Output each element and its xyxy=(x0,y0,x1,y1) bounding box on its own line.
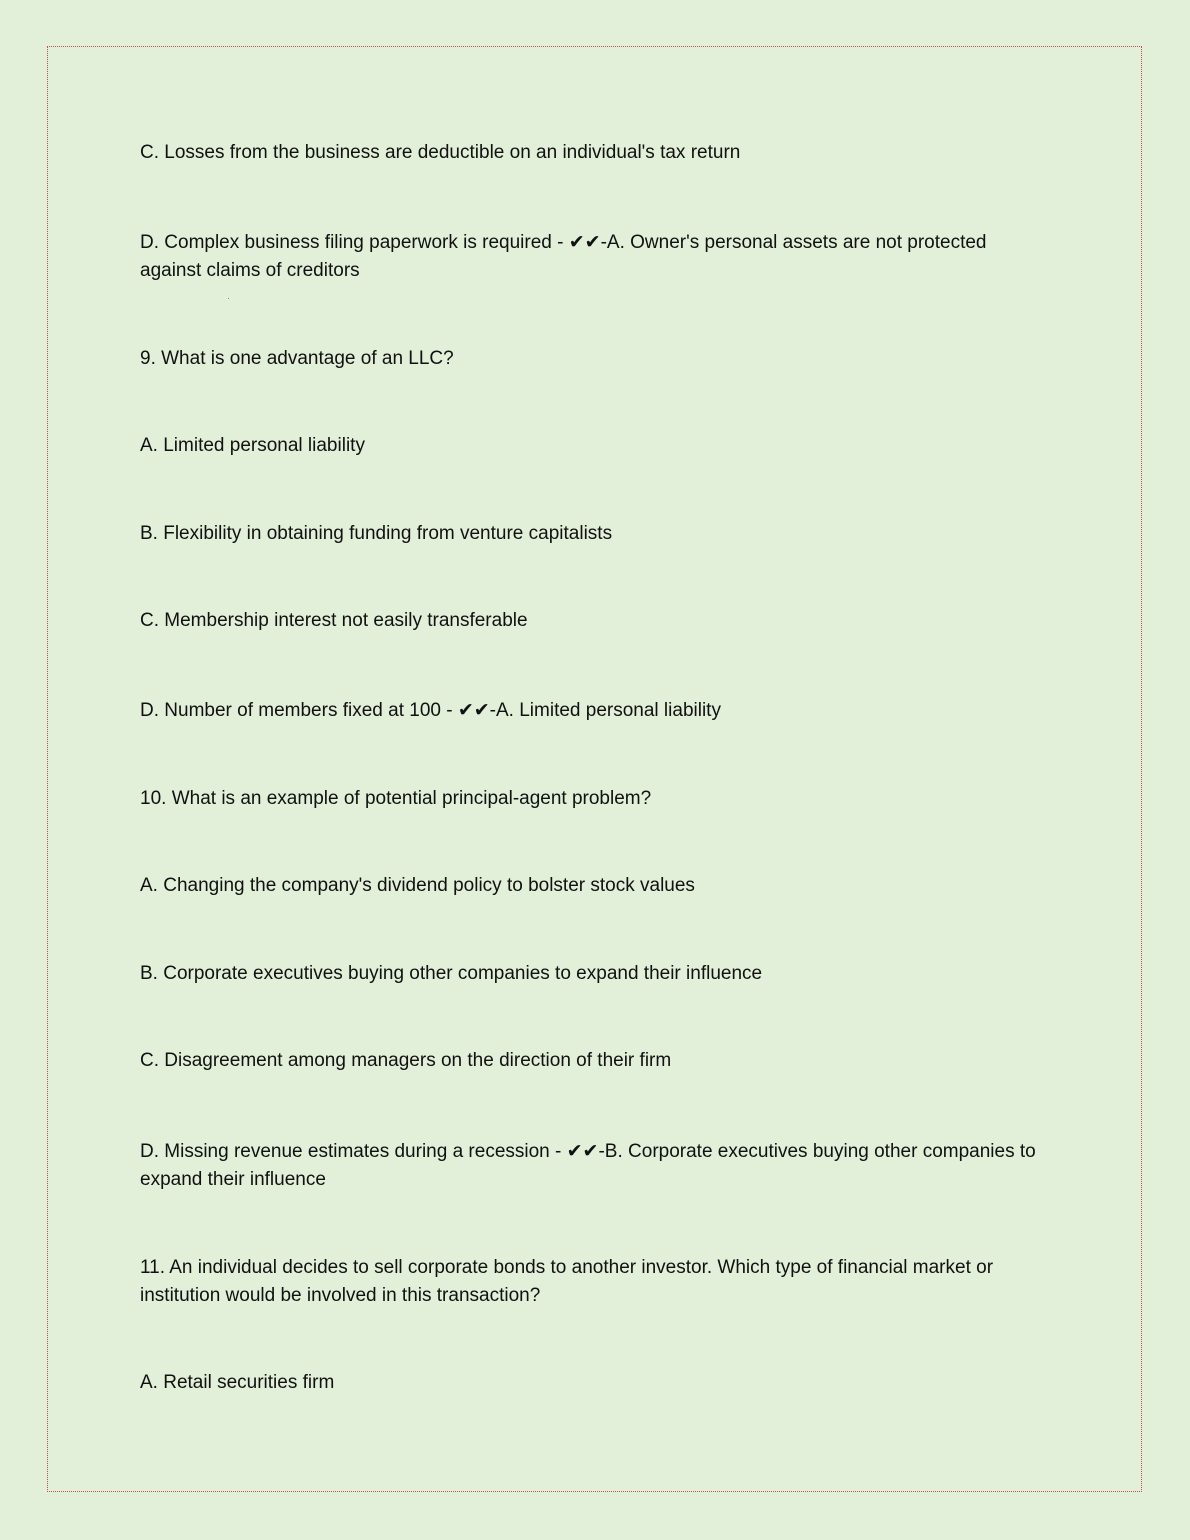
answer-option-b-q10: B. Corporate executives buying other companies to expand their influence xyxy=(140,963,763,984)
answer-option-c-q9: C. Membership interest not easily transferable xyxy=(140,610,528,631)
answer-option-a-q10: A. Changing the company's dividend policy to bolster stock values xyxy=(140,875,695,896)
answer-option-c-q8: C. Losses from the business are deductible on an individual's tax return xyxy=(140,142,741,163)
answer-option-b-q9: B. Flexibility in obtaining funding from venture capitalists xyxy=(140,523,613,544)
answer-option-c-q10: C. Disagreement among managers on the direction of their firm xyxy=(140,1050,672,1071)
answer-option-d-q9-with-key: D. Number of members fixed at 100 - ✔✔-A. Limited personal liability xyxy=(140,700,721,721)
answer-option-d-q8-with-key: D. Complex business filing paperwork is required - ✔✔-A. Owner's personal assets are not protected against claims of creditors xyxy=(140,232,987,281)
question-9: 9. What is one advantage of an LLC? xyxy=(140,348,454,369)
answer-option-a-q9: A. Limited personal liability xyxy=(140,435,365,456)
question-11: 11. An individual decides to sell corporate bonds to another investor. Which type of financial market or institution would be involved in this transaction? xyxy=(140,1257,994,1306)
stray-dot xyxy=(228,298,229,299)
question-10: 10. What is an example of potential principal-agent problem? xyxy=(140,788,652,809)
answer-option-d-q10-with-key: D. Missing revenue estimates during a recession - ✔✔-B. Corporate executives buying other companies to expand their influence xyxy=(140,1141,1036,1190)
answer-option-a-q11: A. Retail securities firm xyxy=(140,1372,335,1393)
